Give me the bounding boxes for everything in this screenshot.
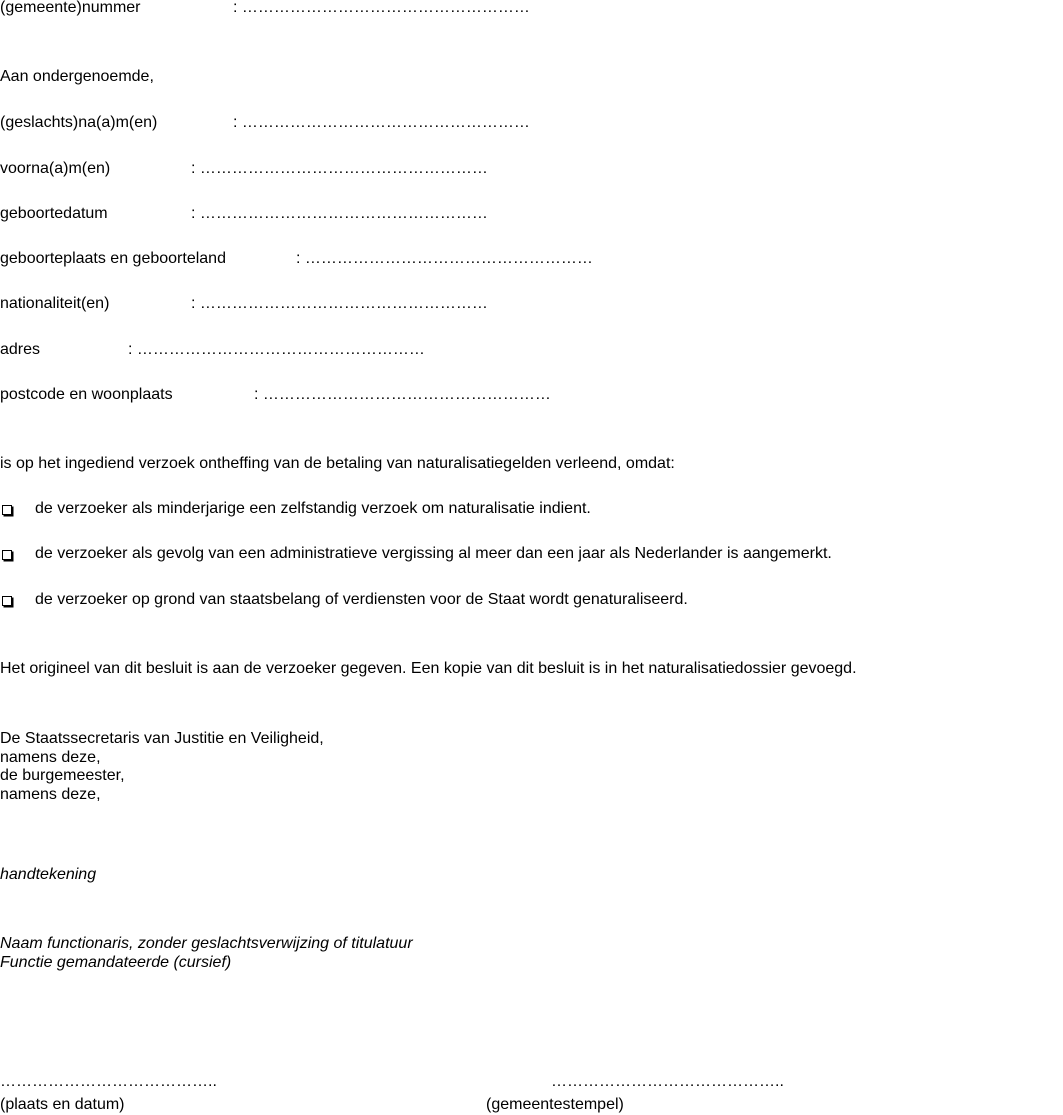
address-label: adres — [0, 341, 41, 358]
birth-date-field[interactable]: : ……………………………………………… — [191, 205, 488, 222]
place-date-label: (plaats en datum) — [0, 1096, 125, 1113]
stamp-label: (gemeentestempel) — [486, 1096, 624, 1113]
first-name-field[interactable]: : ……………………………………………… — [191, 160, 488, 177]
surname-label: (geslachts)na(a)m(en) — [0, 114, 158, 131]
birth-place-field[interactable]: : ……………………………………………… — [296, 250, 593, 267]
option-1-label: de verzoeker als minderjarige een zelfstandig verzoek om naturalisatie indient. — [35, 500, 591, 517]
nationality-field[interactable]: : ……………………………………………… — [191, 295, 488, 312]
place-date-line[interactable]: ………………………………….. — [0, 1073, 217, 1090]
surname-field[interactable]: : ……………………………………………… — [233, 114, 530, 131]
birth-date-label: geboortedatum — [0, 205, 108, 222]
postcode-city-label: postcode en woonplaats — [0, 386, 173, 403]
official-function: Functie gemandateerde (cursief) — [0, 954, 232, 971]
signatory-line-3: de burgemeester, — [0, 767, 125, 784]
postcode-city-field[interactable]: : ……………………………………………… — [254, 386, 551, 403]
option-3-label: de verzoeker op grond van staatsbelang of verdiensten voor de Staat wordt genaturaliseerd. — [35, 591, 688, 608]
signature-placeholder: handtekening — [0, 866, 97, 883]
gemeentenummer-field[interactable]: : ……………………………………………… — [233, 0, 530, 16]
first-name-label: voorna(a)m(en) — [0, 160, 111, 177]
option-2-label: de verzoeker als gevolg van een administratieve vergissing al meer dan een jaar als Nederlander is aangemerkt. — [35, 545, 832, 562]
gemeentenummer-label: (gemeente)nummer — [0, 0, 141, 16]
option-3-checkbox[interactable] — [2, 596, 12, 606]
stamp-line[interactable]: …………………………………….. — [551, 1073, 784, 1090]
decision-text: is op het ingediend verzoek ontheffing van de betaling van naturalisatiegelden verleend, omdat: — [0, 455, 675, 472]
intro-text: Aan ondergenoemde, — [0, 68, 154, 85]
copy-note: Het origineel van dit besluit is aan de verzoeker gegeven. Een kopie van dit besluit is in het naturalisatiedossier gevoegd. — [0, 660, 857, 677]
signatory-line-2: namens deze, — [0, 749, 101, 766]
option-2-checkbox[interactable] — [2, 550, 12, 560]
option-1-checkbox[interactable] — [2, 505, 12, 515]
official-name: Naam functionaris, zonder geslachtsverwijzing of titulatuur — [0, 935, 413, 952]
birth-place-label: geboorteplaats en geboorteland — [0, 250, 226, 267]
signatory-line-1: De Staatssecretaris van Justitie en Veiligheid, — [0, 730, 324, 747]
signatory-line-4: namens deze, — [0, 786, 101, 803]
address-field[interactable]: : ……………………………………………… — [128, 341, 425, 358]
nationality-label: nationaliteit(en) — [0, 295, 110, 312]
